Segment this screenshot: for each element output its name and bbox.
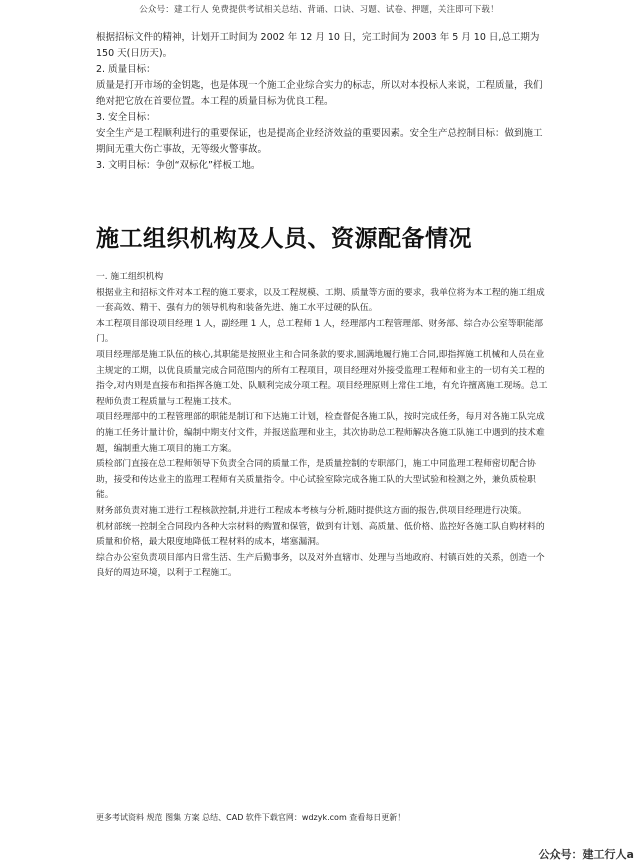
footer-links: 更多考试资料 规范 图集 方案 总结、CAD 软件下载官网：wdzyk.com 查看每日更新！: [96, 813, 406, 822]
watermark: 公众号：建工行人a: [538, 848, 634, 861]
body-paragraph: 财务部负责对施工进行工程核款控制,并进行工程成本考核与分析,随时提供这方面的报告,供项目经理进行决策。: [96, 505, 527, 516]
body-paragraph: 根据业主和招标文件对本工程的施工要求，以及工程规模、工期、质量等方面的要求，我单位将为本工程的施工组成一套高效、精干、强有力的领导机构和装备先进、施工水平过硬的队伍。: [96, 287, 545, 314]
schedule-paragraph: 根据招标文件的精神，计划开工时间为 2002 年 12 月 10 日，完工时间为 2003 年 5 月 10 日,总工期为 150 天(日历天)。: [96, 32, 540, 59]
body-paragraph: 项目经理部是施工队伍的核心,其职能是按照业主和合同条款的要求,圆满地履行施工合同,即指挥施工机械和人员在业主规定的工期，以优良质量完成合同范围内的所有工程项目，项目经理对外接受监理工程师和业主的一切有关工程的指令,对内则是直接布和指挥各施工处、队顺利完成分项工程。项目经理原则上常住工地，有允许擅离施工现场。总工程师负责工程质量与工程施工技术。: [96, 349, 548, 407]
project-goals-section: [96, 30, 546, 174]
quality-heading: 2. 质量目标：: [96, 64, 156, 75]
page-title: 施工组织机构及人员、资源配备情况: [96, 225, 472, 252]
safety-paragraph: 安全生产是工程顺利进行的重要保证，也是提高企业经济效益的重要因素。安全生产总控制目标：做到施工期间无重大伤亡事故，无等级火警事故。: [96, 128, 543, 155]
safety-heading: 3. 安全目标：: [96, 112, 156, 123]
header-note: 公众号：建工行人 免费提供考试相关总结、背诵、口诀、习题、试卷、押题，关注即可下载！: [139, 5, 499, 15]
organization-section: [96, 270, 548, 582]
body-paragraph: 本工程项目部设项目经理 1 人，副经理 1 人，总工程师 1 人，经理部内工程管理部、财务部、综合办公室等职能部门。: [96, 318, 544, 345]
body-paragraph: 项目经理部中的工程管理部的职能是制订和下达施工计划，检查督促各施工队，按时完成任务，每月对各施工队完成的施工任务计量计价，编制中期支付文件，并报送监理和业主，其次协助总工程师解决各施工队施工中遇到的技术难题，编制重大施工项目的施工方案。: [96, 412, 545, 454]
body-paragraph: 综合办公室负责项目部内日常生活、生产后勤事务，以及对外直辖市、处理与当地政府、村镇百姓的关系，创造一个良好的周边环境，以利于工程施工。: [96, 552, 545, 579]
civilized-paragraph: 3. 文明目标：争创“双标化”样板工地。: [96, 160, 261, 171]
quality-paragraph: 质量是打开市场的金钥匙，也是体现一个施工企业综合实力的标志，所以对本投标人来说，工程质量，我们绝对把它放在首要位置。本工程的质量目标为优良工程。: [96, 80, 543, 107]
section-heading: 一. 施工组织机构: [96, 272, 164, 282]
body-paragraph: 机材部统一控制全合同段内各种大宗材料的购置和保管，做到有计划、高质量、低价格、监控好各施工队自购材料的质量和价格，最大限度地降低工程材料的成本，堵塞漏洞。: [96, 521, 545, 548]
body-paragraph: 质检部门直接在总工程师领导下负责全合同的质量工作，是质量控制的专职部门，施工中同监理工程师密切配合协助，接受和传达业主的监理工程师有关质量指令。中心试验室除完成各施工队的大型试验和检测之外，兼负质检职能。: [96, 459, 536, 501]
